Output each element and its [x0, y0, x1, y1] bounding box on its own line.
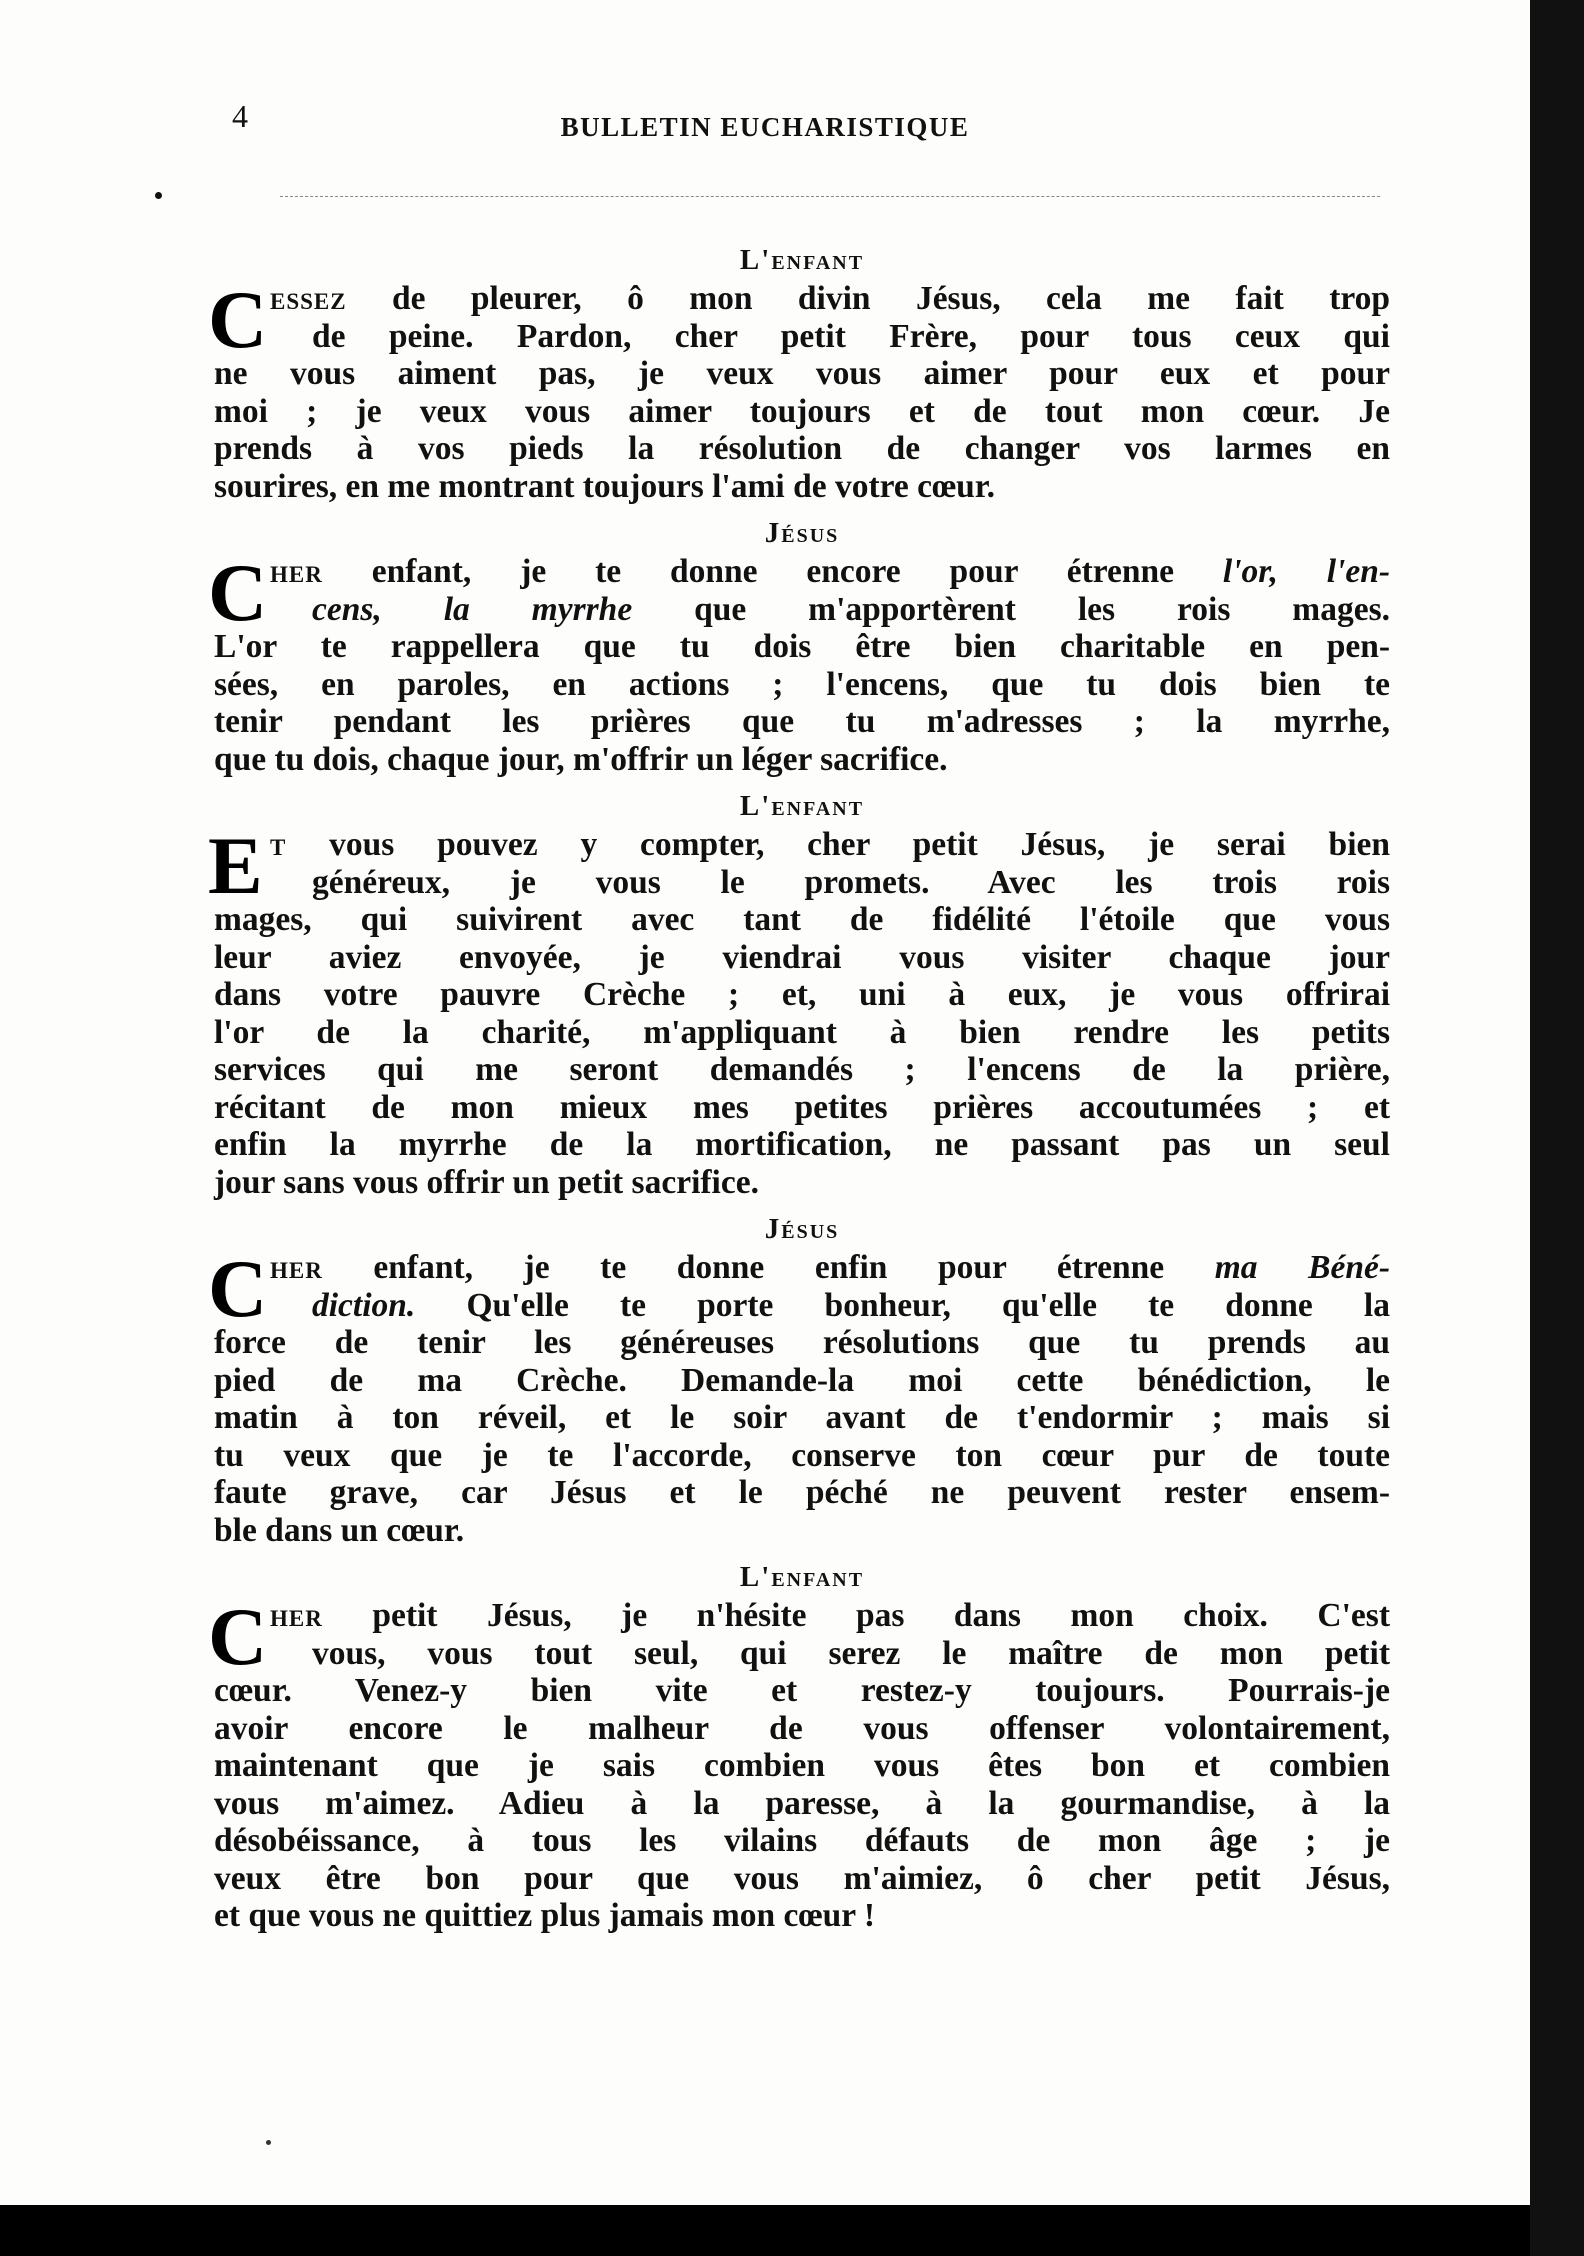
italic-text: cens, la myrrhe: [312, 590, 633, 628]
speaker-heading: Jésus: [764, 1213, 840, 1245]
line-text: de pleurer, ô mon divin Jésus, cela me fait trop: [346, 280, 1390, 317]
italic-text: diction.: [312, 1286, 416, 1324]
page-speck: [266, 2140, 271, 2145]
running-head: BULLETIN EUCHARISTIQUE: [560, 112, 970, 142]
text-line: maintenant que je sais combien vous êtes bon et combien: [214, 1747, 1390, 1784]
text-line: dans votre pauvre Crèche ; et, uni à eux, je vous offrirai: [214, 976, 1390, 1013]
text-line: prends à vos pieds la résolution de changer vos larmes en: [214, 430, 1390, 467]
text-line: que tu dois, chaque jour, m'offrir un léger sacrifice.: [214, 740, 948, 778]
paragraph: [208, 1243, 1390, 1549]
italic-text: l'or, l'en-: [1222, 553, 1390, 590]
text-line: matin à ton réveil, et le soir avant de t'endormir ; mais si: [214, 1399, 1390, 1436]
text-line: avoir encore le malheur de vous offenser volontairement,: [214, 1709, 1390, 1747]
text-line: veux être bon pour que vous m'aimiez, ô cher petit Jésus,: [214, 1859, 1390, 1897]
text-line: tenir pendant les prières que tu m'adresses ; la myrrhe,: [214, 703, 1390, 740]
text-line: vous, vous tout seul, qui serez le maître de mon petit: [312, 1634, 1390, 1672]
drop-cap: C: [208, 1243, 268, 1334]
margin-speck: [155, 192, 162, 199]
paragraph: [208, 547, 1390, 778]
lead-word: essez: [270, 280, 347, 317]
text-line: généreux, je vous le promets. Avec les trois rois: [312, 863, 1390, 901]
text-line: leur aviez envoyée, je viendrai vous visiter chaque jour: [214, 938, 1390, 976]
text-line: services qui me seront demandés ; l'encens de la prière,: [214, 1051, 1390, 1088]
lead-word: her: [270, 1249, 323, 1286]
text-line: l'or de la charité, m'appliquant à bien rendre les petits: [214, 1013, 1390, 1051]
drop-cap: C: [208, 547, 268, 638]
page-number: 4: [232, 98, 248, 134]
speaker-heading: L'enfant: [739, 1561, 865, 1593]
text-line: [214, 826, 1390, 864]
text-line: ble dans un cœur.: [214, 1511, 465, 1549]
text-line: cœur. Venez-y bien vite et restez-y toujours. Pourrais-je: [214, 1672, 1390, 1709]
speaker-heading: L'enfant: [739, 244, 865, 276]
text-line: [214, 280, 1390, 318]
book-edge: [1530, 0, 1584, 2256]
lead-word: her: [270, 1597, 323, 1634]
paragraph: [208, 1591, 1390, 1935]
text-line: mages, qui suivirent avec tant de fidélité l'étoile que vous: [214, 901, 1390, 938]
line-text: petit Jésus, je n'hésite pas dans mon choix. C'est: [322, 1597, 1390, 1634]
lead-word: t: [270, 826, 287, 863]
text-line: vous m'aimez. Adieu à la paresse, à la gourmandise, à la: [214, 1784, 1390, 1822]
line-text: que m'apportèrent les rois mages.: [632, 590, 1390, 628]
drop-cap: C: [208, 1591, 268, 1682]
line-text: enfant, je te donne enfin pour étrenne: [322, 1249, 1215, 1286]
text-line: faute grave, car Jésus et le péché ne peuvent rester ensem-: [214, 1474, 1390, 1511]
text-line: ne vous aiment pas, je veux vous aimer pour eux et pour: [214, 355, 1390, 392]
line-text: vous pouvez y compter, cher petit Jésus, je serai bien: [286, 826, 1390, 863]
text-line: de peine. Pardon, cher petit Frère, pour tous ceux qui: [312, 317, 1390, 355]
text-line: jour sans vous offrir un petit sacrifice.: [214, 1163, 759, 1201]
text-line: sourires, en me montrant toujours l'ami de votre cœur.: [214, 467, 995, 505]
text-line: pied de ma Crèche. Demande-la moi cette bénédiction, le: [214, 1361, 1390, 1399]
paragraph: [208, 274, 1390, 505]
italic-text: ma Béné-: [1214, 1249, 1390, 1286]
text-line: moi ; je veux vous aimer toujours et de tout mon cœur. Je: [214, 392, 1390, 430]
speaker-heading: L'enfant: [739, 790, 865, 822]
lead-word: her: [270, 553, 323, 590]
dialogue-body: [208, 240, 1390, 1943]
text-line: enfin la myrrhe de la mortification, ne passant pas un seul: [214, 1126, 1390, 1163]
line-text: Qu'elle te porte bonheur, qu'elle te donne la: [415, 1286, 1390, 1324]
paragraph: [208, 820, 1390, 1201]
drop-cap: E: [208, 820, 263, 911]
text-line: tu veux que je te l'accorde, conserve ton cœur pur de toute: [214, 1436, 1390, 1474]
text-line: désobéissance, à tous les vilains défauts de mon âge ; je: [214, 1822, 1390, 1859]
text-line: [214, 553, 1390, 591]
header-rule: [280, 196, 1380, 197]
text-line: récitant de mon mieux mes petites prières accoutumées ; et: [214, 1088, 1390, 1126]
text-line: [214, 1287, 1390, 1325]
text-line: force de tenir les généreuses résolutions que tu prends au: [214, 1324, 1390, 1361]
text-line: [214, 591, 1390, 629]
text-line: L'or te rappellera que tu dois être bien charitable en pen-: [214, 628, 1390, 665]
text-line: sées, en paroles, en actions ; l'encens, que tu dois bien te: [214, 665, 1390, 703]
drop-cap: C: [208, 274, 268, 365]
text-line: et que vous ne quittiez plus jamais mon cœur !: [214, 1897, 876, 1934]
text-line: [214, 1597, 1390, 1635]
line-text: enfant, je te donne encore pour étrenne: [322, 553, 1223, 590]
text-line: [214, 1249, 1390, 1287]
speaker-heading: Jésus: [764, 517, 840, 549]
